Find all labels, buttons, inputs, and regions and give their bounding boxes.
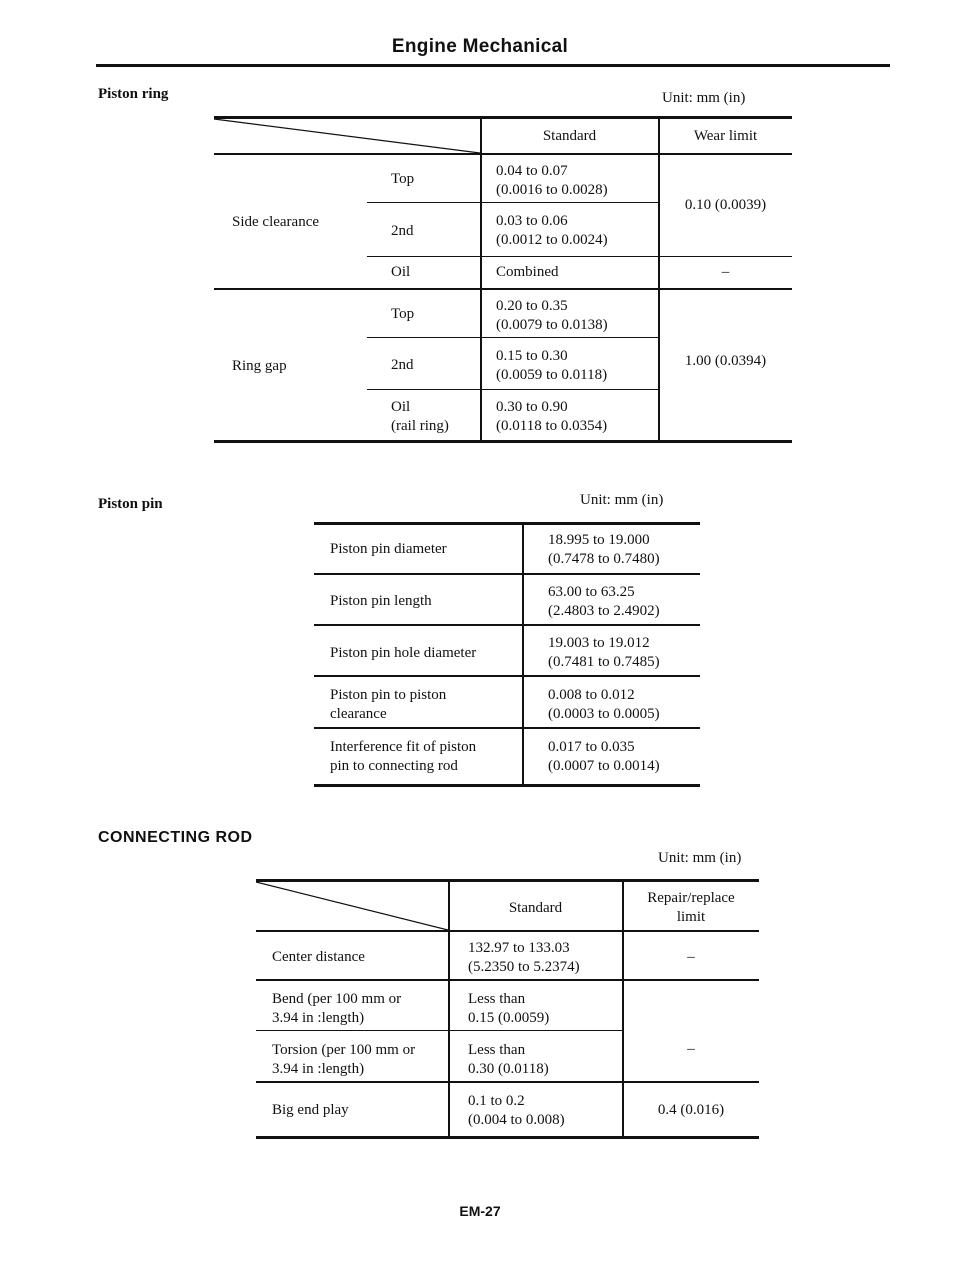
ring-top: Top [391, 306, 415, 322]
std-value: 0.20 to 0.35 [496, 298, 568, 314]
pin-item: Interference fit of piston [330, 739, 477, 755]
pin-value: (0.7481 to 0.7485) [548, 654, 660, 670]
rod-std: Less than [468, 1042, 526, 1058]
piston-pin-unit: Unit: mm (in) [580, 492, 664, 508]
pin-value: (0.0003 to 0.0005) [548, 706, 660, 722]
ring-top: Top [391, 171, 415, 187]
rod-item: Big end play [272, 1102, 349, 1118]
pin-value: 19.003 to 19.012 [548, 635, 650, 651]
std-value: (0.0016 to 0.0028) [496, 182, 608, 198]
pin-item: Piston pin length [330, 593, 432, 609]
ring-oil-sub: (rail ring) [391, 418, 449, 434]
connecting-rod-heading: CONNECTING ROD [98, 829, 253, 846]
rod-item: 3.94 in :length) [272, 1061, 365, 1077]
ring-2nd: 2nd [391, 223, 414, 239]
side-clearance-label: Side clearance [232, 214, 320, 230]
col-wear-limit: Wear limit [693, 128, 758, 144]
limit-big-end: 0.4 (0.016) [657, 1102, 725, 1118]
ring-gap-label: Ring gap [232, 358, 287, 374]
rod-std: (5.2350 to 5.2374) [468, 959, 580, 975]
pin-value: 0.008 to 0.012 [548, 687, 635, 703]
pin-value: 18.995 to 19.000 [548, 532, 650, 548]
rod-std: Less than [468, 991, 526, 1007]
ring-2nd: 2nd [391, 357, 414, 373]
rod-std: 0.15 (0.0059) [468, 1010, 550, 1026]
pin-item: Piston pin diameter [330, 541, 447, 557]
pin-value: (2.4803 to 2.4902) [548, 603, 660, 619]
piston-ring-heading: Piston ring [98, 86, 169, 102]
page-title: Engine Mechanical [391, 36, 569, 57]
rod-item: Torsion (per 100 mm or [272, 1042, 416, 1058]
rod-std: 0.30 (0.0118) [468, 1061, 549, 1077]
wear-oil: – [721, 264, 730, 280]
pin-item: clearance [330, 706, 387, 722]
std-value: 0.04 to 0.07 [496, 163, 568, 179]
rod-std: (0.004 to 0.008) [468, 1112, 565, 1128]
col-standard: Standard [542, 128, 597, 144]
std-value: (0.0012 to 0.0024) [496, 232, 608, 248]
pin-item: pin to connecting rod [330, 758, 458, 774]
std-value: (0.0118 to 0.0354) [496, 418, 608, 434]
rod-std: 132.97 to 133.03 [468, 940, 570, 956]
std-value: (0.0079 to 0.0138) [496, 317, 608, 333]
wear-ring-gap: 1.00 (0.0394) [684, 353, 767, 369]
col-limit-sub: limit [676, 909, 706, 925]
connecting-rod-unit: Unit: mm (in) [658, 850, 742, 866]
std-value: (0.0059 to 0.0118) [496, 367, 608, 383]
ring-oil: Oil [391, 399, 411, 415]
rod-item: Center distance [272, 949, 365, 965]
pin-value: (0.7478 to 0.7480) [548, 551, 660, 567]
rod-item: Bend (per 100 mm or [272, 991, 402, 1007]
pin-item: Piston pin to piston [330, 687, 447, 703]
rod-std: 0.1 to 0.2 [468, 1093, 525, 1109]
std-value: 0.03 to 0.06 [496, 213, 568, 229]
col-standard: Standard [508, 900, 563, 916]
limit-center: – [687, 949, 695, 965]
limit-bend-torsion: – [687, 1041, 695, 1057]
piston-pin-heading: Piston pin [98, 496, 163, 512]
pin-value: (0.0007 to 0.0014) [548, 758, 660, 774]
piston-ring-unit: Unit: mm (in) [662, 90, 746, 106]
std-value: 0.15 to 0.30 [496, 348, 568, 364]
wear-side-clearance: 0.10 (0.0039) [684, 197, 767, 213]
col-limit: Repair/replace [647, 890, 735, 906]
header-diagonal [256, 880, 448, 932]
pin-value: 0.017 to 0.035 [548, 739, 635, 755]
std-value: Combined [496, 264, 559, 280]
page-number: EM-27 [459, 1203, 501, 1219]
ring-oil: Oil [391, 264, 411, 280]
pin-value: 63.00 to 63.25 [548, 584, 635, 600]
pin-item: Piston pin hole diameter [330, 645, 477, 661]
std-value: 0.30 to 0.90 [496, 399, 568, 415]
rod-item: 3.94 in :length) [272, 1010, 365, 1026]
